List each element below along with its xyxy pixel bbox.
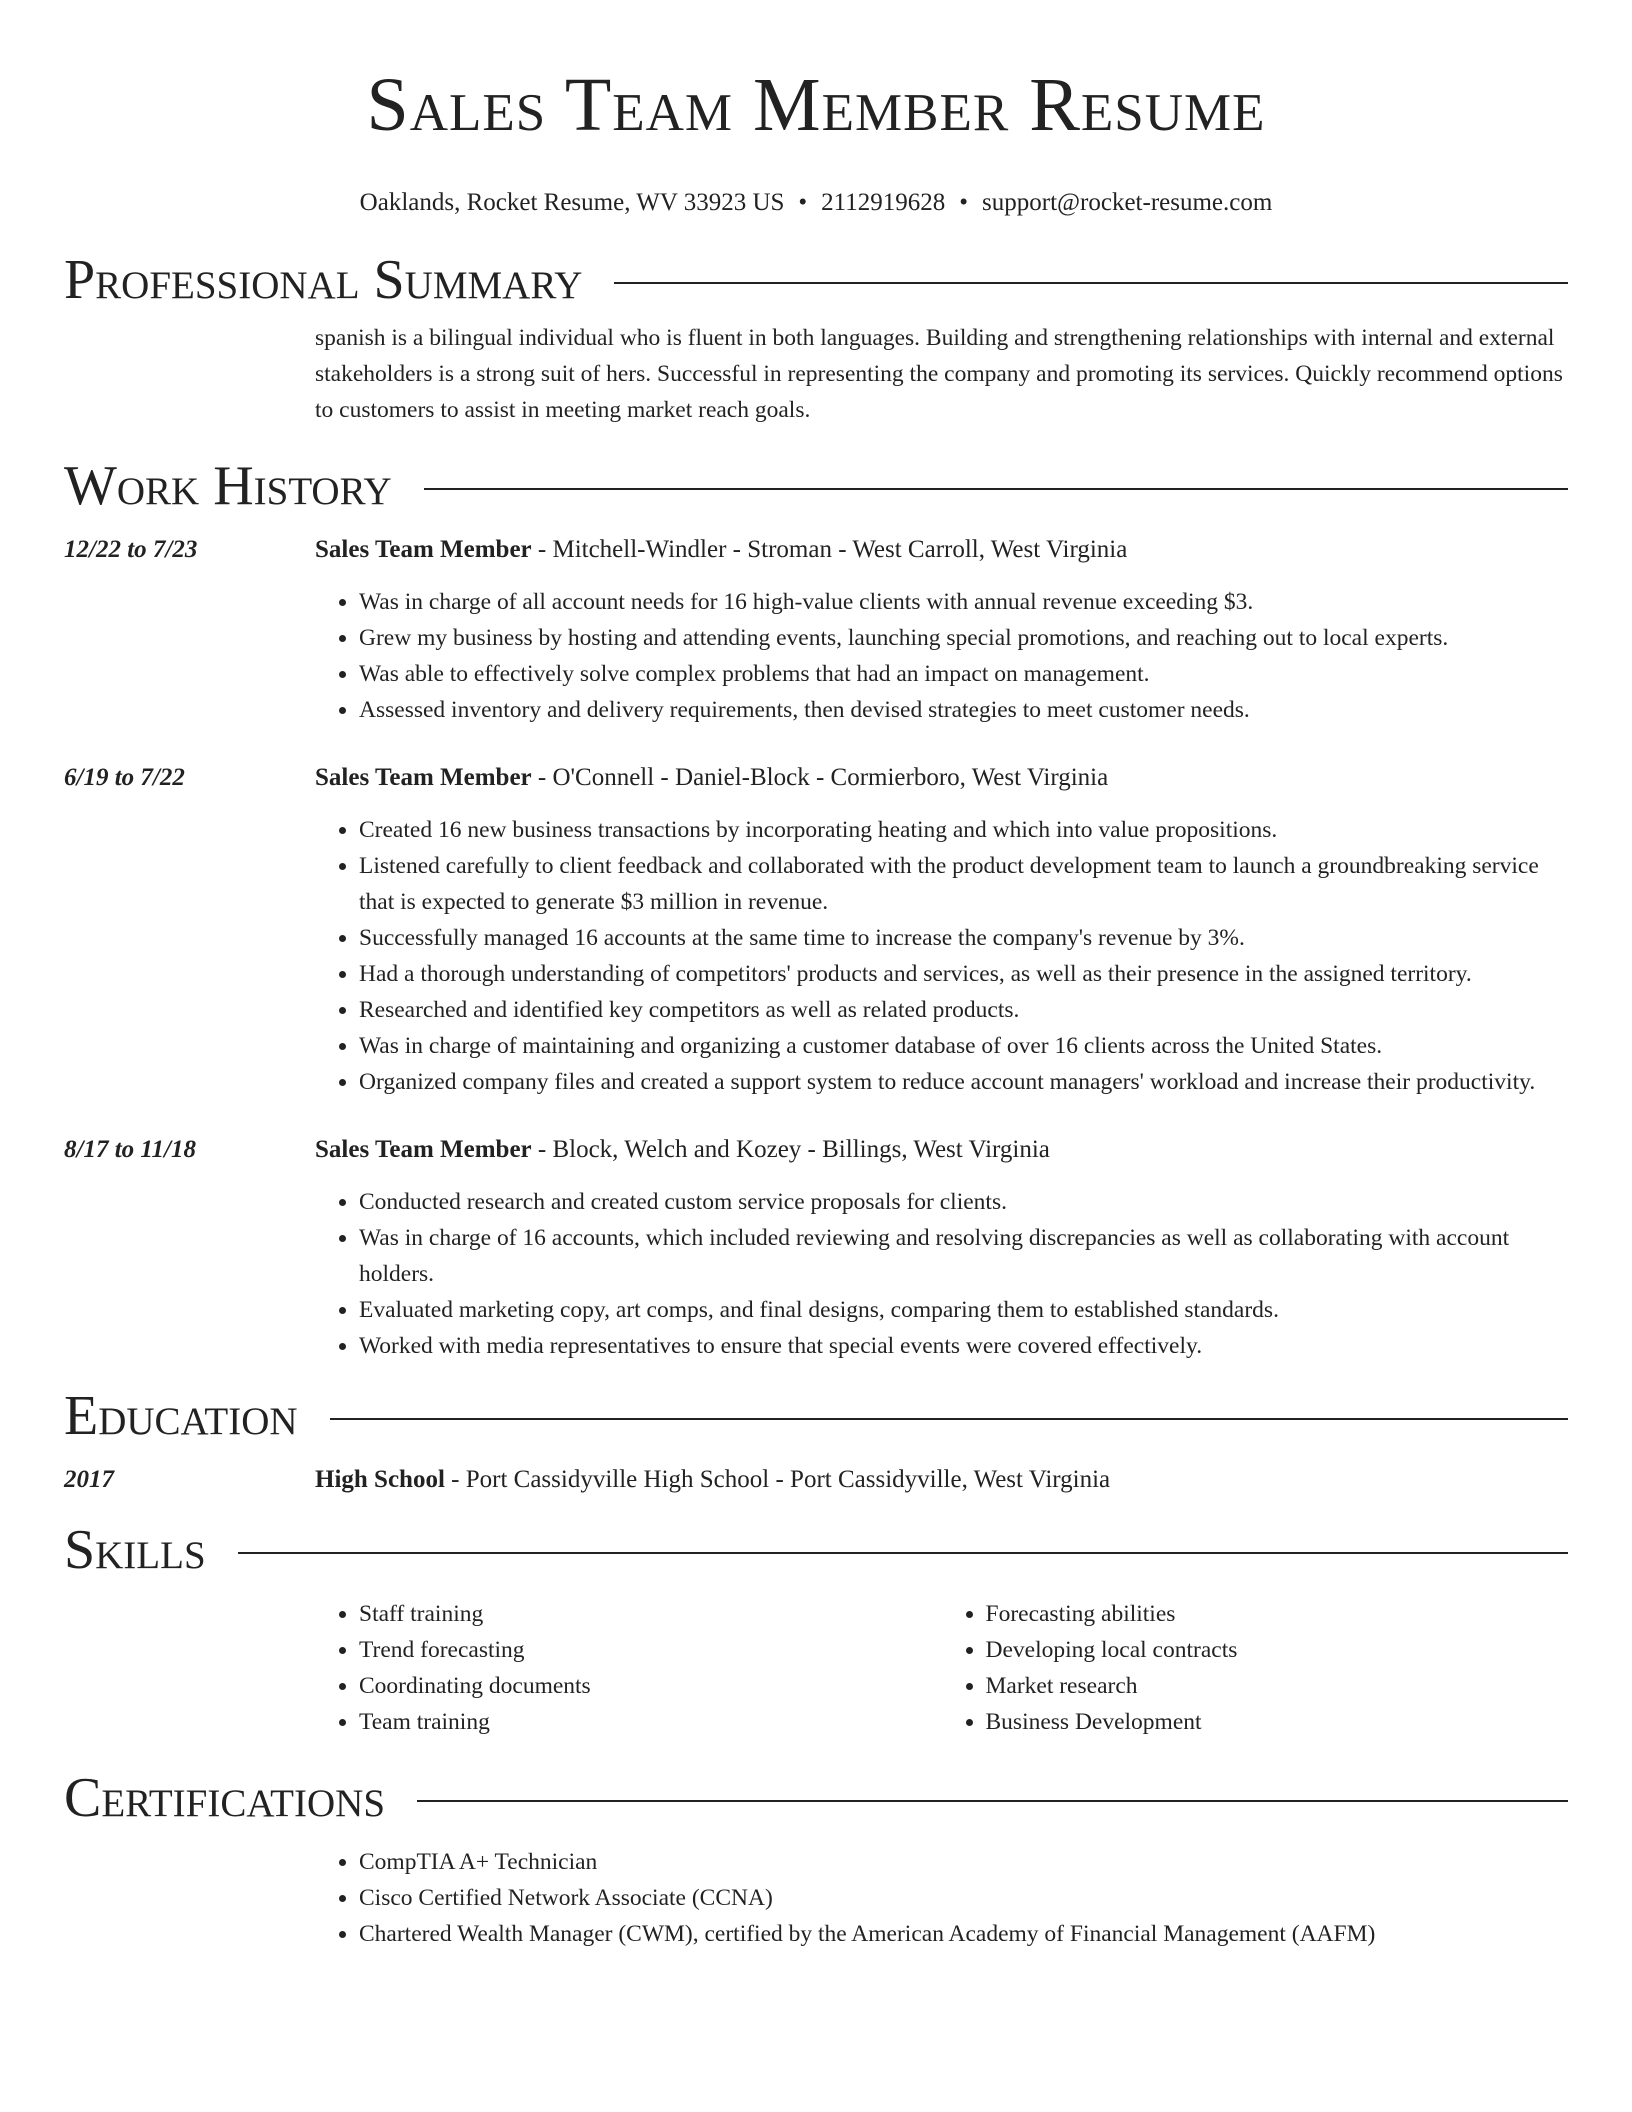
skills-column-right: [942, 1596, 1569, 1740]
job-body: [315, 532, 1568, 728]
certification-item: • Cisco Certified Network Associate (CCNA): [359, 1880, 1568, 1916]
job-heading: [315, 532, 1568, 568]
separator-dot: •: [959, 189, 969, 216]
section-rule: [417, 1800, 1568, 1802]
job-details: - O'Connell - Daniel-Block - Cormierboro, West Virginia: [531, 764, 1109, 791]
job-bullet: • Grew my business by hosting and attending events, launching special promotions, and reaching out to local experts.: [359, 620, 1568, 656]
job-entry: [64, 760, 1568, 1100]
skill-item: • Business Development: [986, 1704, 1569, 1740]
education-heading: [315, 1462, 1568, 1498]
phone: 2112919628: [821, 189, 946, 216]
skill-item: • Staff training: [359, 1596, 942, 1632]
section-rule: [614, 282, 1568, 284]
job-bullets: [315, 1184, 1568, 1364]
job-bullet: • Was in charge of 16 accounts, which included reviewing and resolving discrepancies as well as collaborating with account holders.: [359, 1220, 1568, 1292]
job-bullets: [315, 812, 1568, 1100]
job-role: Sales Team Member: [315, 764, 532, 791]
certifications-list: [315, 1844, 1568, 1952]
section-title-skills: Skills: [64, 1519, 206, 1581]
job-role: Sales Team Member: [315, 536, 532, 563]
job-bullet: • Was able to effectively solve complex problems that had an impact on management.: [359, 656, 1568, 692]
job-bullet: • Was in charge of all account needs for 16 high-value clients with annual revenue exceeding $3.: [359, 584, 1568, 620]
section-header-work: [64, 454, 1568, 518]
certification-item: • CompTIA A+ Technician: [359, 1844, 1568, 1880]
section-rule: [238, 1552, 1568, 1554]
email: support@rocket-resume.com: [982, 189, 1273, 216]
job-heading: [315, 760, 1568, 796]
education-year: 2017: [64, 1466, 114, 1493]
skill-item: • Market research: [986, 1668, 1569, 1704]
job-dates: 12/22 to 7/23: [64, 536, 198, 563]
job-bullet: • Listened carefully to client feedback and collaborated with the product development team to launch a groundbreaking service that is expected to generate $3 million in revenue.: [359, 848, 1568, 920]
certifications-list-wrap: [315, 1844, 1568, 1952]
section-header-certifications: [64, 1766, 1568, 1830]
job-bullet: • Evaluated marketing copy, art comps, and final designs, comparing them to established standards.: [359, 1292, 1568, 1328]
skill-item: • Developing local contracts: [986, 1632, 1569, 1668]
job-heading: [315, 1132, 1568, 1168]
summary-text: spanish is a bilingual individual who is fluent in both languages. Building and strengthening relationships with internal and external stakeholders is a strong suit of hers. Successful in representing the company and promoting its services. Quickly recommend options to customers to assist in meeting market reach goals.: [315, 325, 1563, 423]
education-degree: High School: [315, 1466, 445, 1493]
job-body: [315, 760, 1568, 1100]
certification-item: • Chartered Wealth Manager (CWM), certified by the American Academy of Financial Management (AAFM): [359, 1916, 1568, 1952]
skills-grid: [315, 1596, 1568, 1740]
education-details: - Port Cassidyville High School - Port Cassidyville, West Virginia: [444, 1466, 1111, 1493]
separator-dot: •: [798, 189, 808, 216]
section-title-certifications: Certifications: [64, 1767, 386, 1829]
skills-column-left: [315, 1596, 942, 1740]
education-body: [315, 1462, 1568, 1498]
job-bullet: • Successfully managed 16 accounts at the same time to increase the company's revenue by 3%.: [359, 920, 1568, 956]
job-bullet: • Had a thorough understanding of competitors' products and services, as well as their presence in the assigned territory.: [359, 956, 1568, 992]
section-title-summary: Professional Summary: [64, 249, 583, 311]
skill-item: • Team training: [359, 1704, 942, 1740]
job-bullet: • Was in charge of maintaining and organizing a customer database of over 16 clients across the United States.: [359, 1028, 1568, 1064]
section-title-work: Work History: [64, 455, 392, 517]
section-header-education: [64, 1384, 1568, 1448]
job-bullet: • Worked with media representatives to ensure that special events were covered effectively.: [359, 1328, 1568, 1364]
job-bullet: • Organized company files and created a support system to reduce account managers' workload and increase their productivity.: [359, 1064, 1568, 1100]
section-header-summary: [64, 248, 1568, 312]
resume-title: Sales Team Member Resume: [366, 63, 1266, 147]
job-details: - Block, Welch and Kozey - Billings, West Virginia: [531, 1136, 1050, 1163]
job-bullet: • Created 16 new business transactions by incorporating heating and which into value propositions.: [359, 812, 1568, 848]
section-rule: [424, 488, 1568, 490]
job-dates: 8/17 to 11/18: [64, 1136, 196, 1163]
job-bullets: [315, 584, 1568, 728]
job-entry: [64, 532, 1568, 728]
education-entry: [64, 1462, 1568, 1498]
section-header-skills: [64, 1518, 1568, 1582]
job-dates: 6/19 to 7/22: [64, 764, 185, 791]
job-bullet: • Researched and identified key competitors as well as related products.: [359, 992, 1568, 1028]
job-bullet: • Conducted research and created custom service proposals for clients.: [359, 1184, 1568, 1220]
job-entry: [64, 1132, 1568, 1364]
section-rule: [330, 1418, 1568, 1420]
skill-item: • Coordinating documents: [359, 1668, 942, 1704]
section-title-education: Education: [64, 1385, 298, 1447]
skill-item: • Forecasting abilities: [986, 1596, 1569, 1632]
job-body: [315, 1132, 1568, 1364]
job-bullet: • Assessed inventory and delivery requirements, then devised strategies to meet customer needs.: [359, 692, 1568, 728]
contact-line: [64, 188, 1568, 218]
skill-item: • Trend forecasting: [359, 1632, 942, 1668]
job-role: Sales Team Member: [315, 1136, 532, 1163]
job-details: - Mitchell-Windler - Stroman - West Carroll, West Virginia: [531, 536, 1128, 563]
address: Oaklands, Rocket Resume, WV 33923 US: [359, 189, 785, 216]
